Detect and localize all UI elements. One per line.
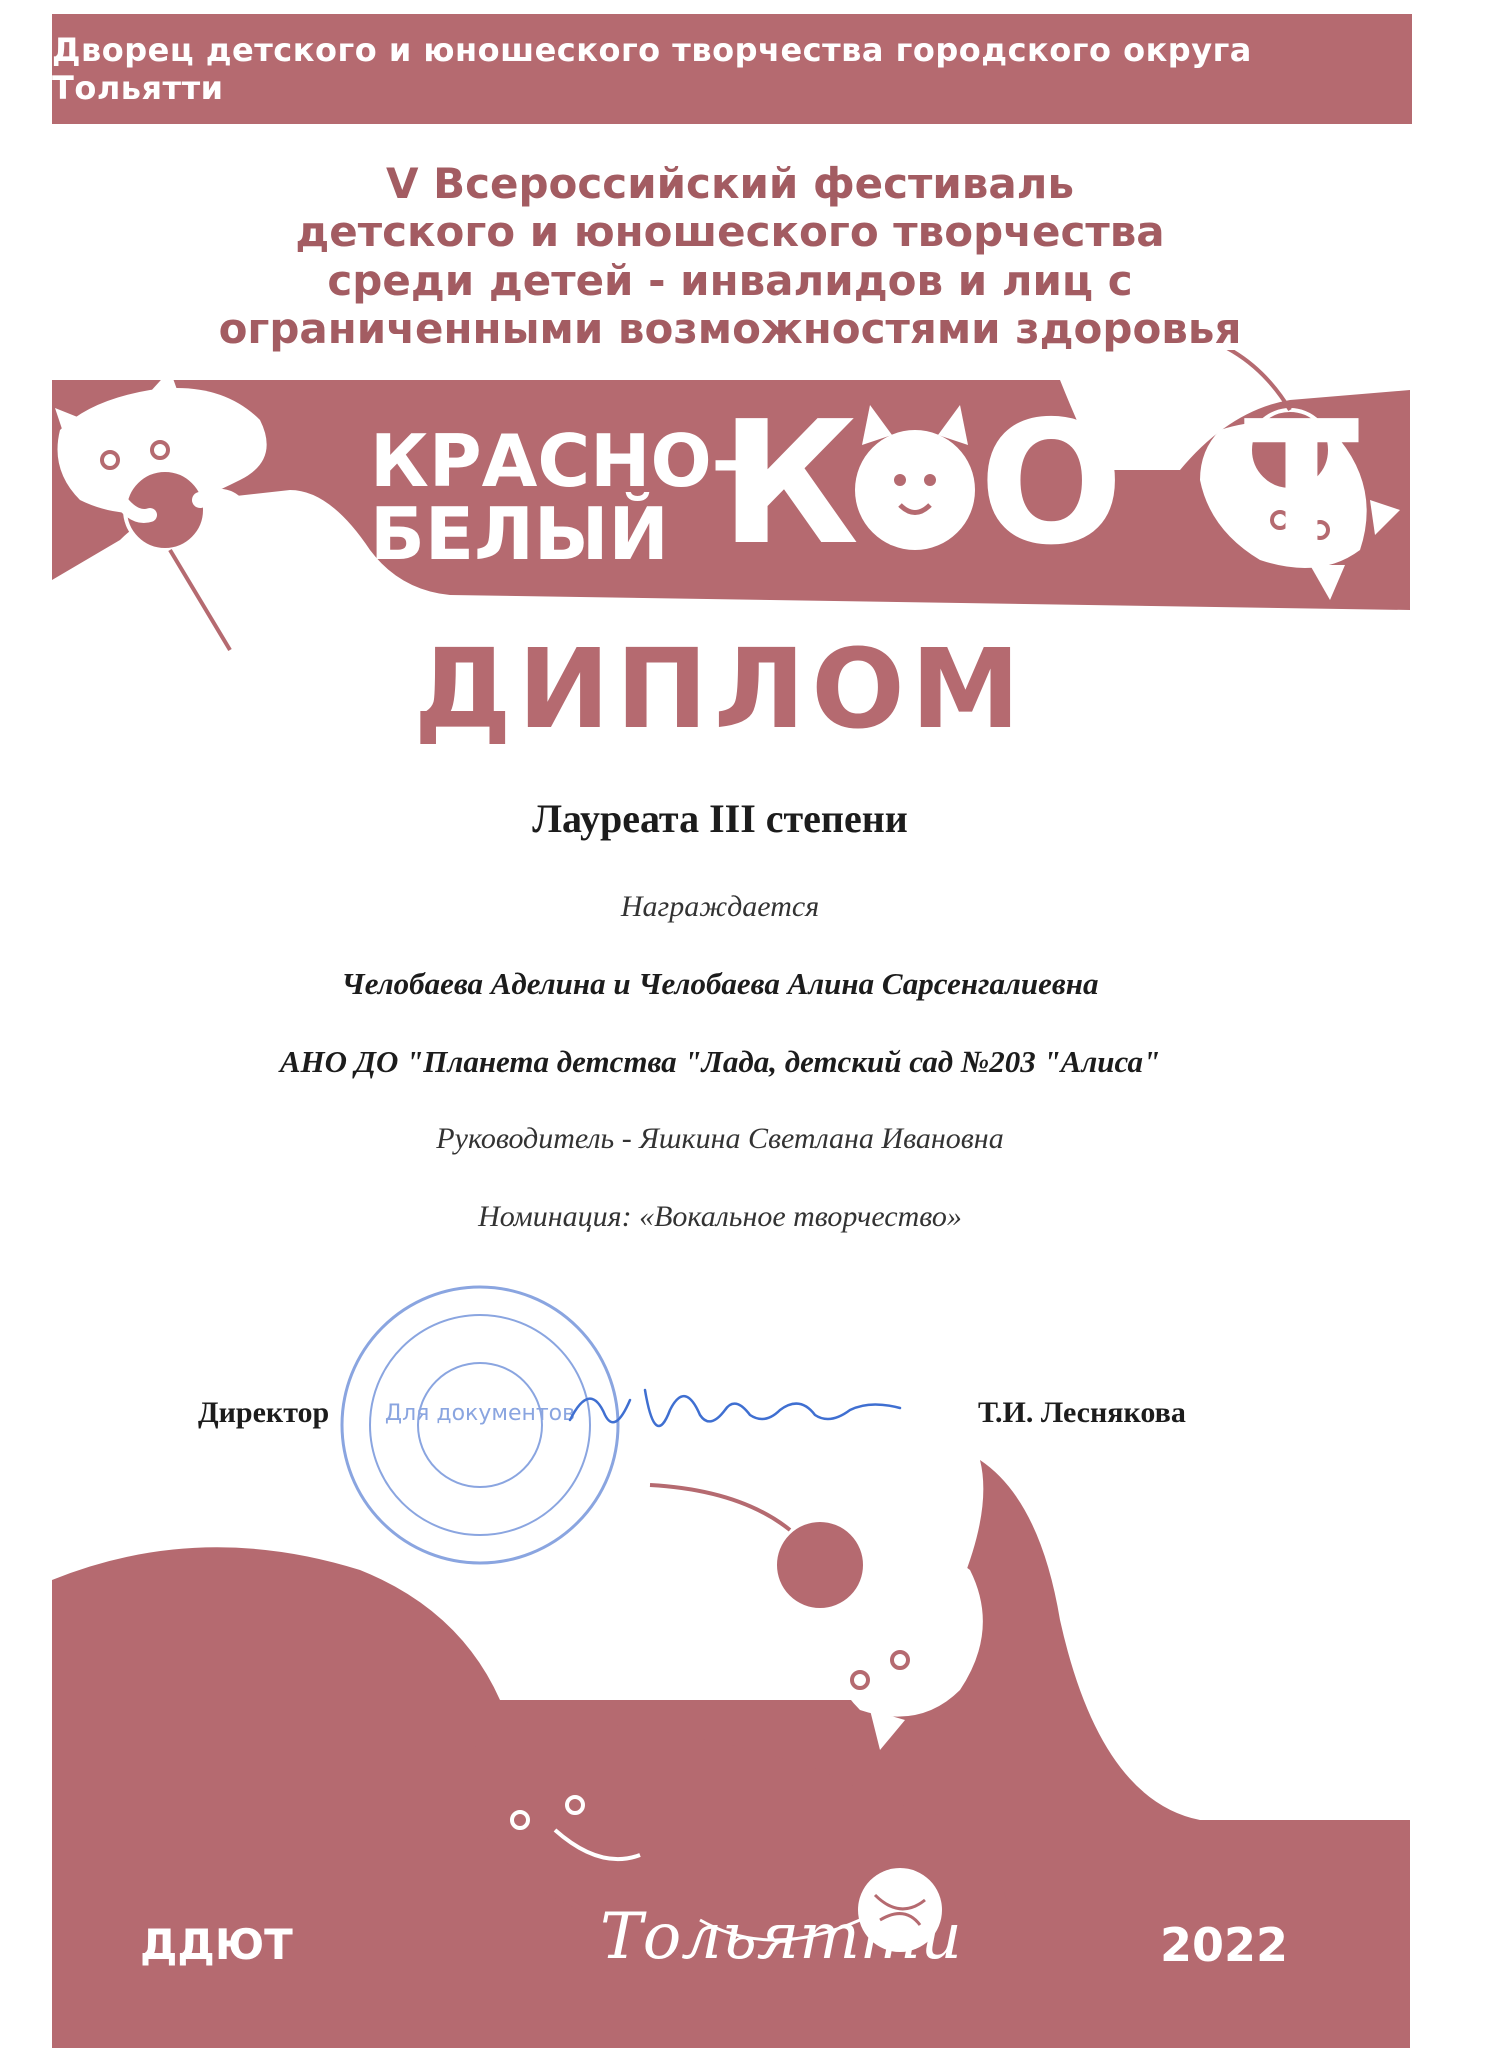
festival-line: V Всероссийский фестиваль [385, 159, 1075, 208]
awarded-label: Награждается [620, 890, 820, 923]
logo-line-2: БЕЛЫЙ [370, 492, 669, 577]
logo-word-text: КОТ [720, 385, 1480, 583]
stamp-text: Для документов [384, 1401, 576, 1426]
logo-word [720, 385, 1479, 583]
recipients: Челобаева Аделина и Челобаева Алина Сарсенгалиевна [341, 966, 1099, 1001]
degree: Лауреата III степени [532, 796, 908, 841]
festival-line: детского и юношеского творчества [295, 207, 1165, 257]
footer-year: 2022 [1160, 1918, 1289, 1972]
logo-text [370, 419, 742, 577]
document-title: ДИПЛОМ [413, 625, 1027, 753]
footer-city: Тольятти [600, 1900, 962, 1974]
header-organization: Дворец детского и юношеского творчества городского округа Тольятти [52, 31, 1252, 107]
festival-title [120, 160, 1340, 353]
director-label: Директор [198, 1396, 330, 1429]
handwritten-signature [560, 1360, 910, 1450]
footer-abbreviation: ДДЮТ [140, 1920, 293, 1969]
supervisor: Руководитель - Яшкина Светлана Ивановна [436, 1122, 1004, 1155]
header-banner [52, 14, 1412, 124]
nomination: Номинация: «Вокальное творчество» [478, 1200, 962, 1233]
festival-line: среди детей - инвалидов и лиц с [327, 255, 1133, 305]
logo-line-1: КРАСНО- [370, 419, 742, 503]
organization: АНО ДО "Планета детства "Лада, детский сад №203 "Алиса" [279, 1044, 1161, 1079]
festival-line: ограниченными возможностями здоровья [218, 303, 1242, 353]
director-name: Т.И. Леснякова [978, 1396, 1186, 1429]
